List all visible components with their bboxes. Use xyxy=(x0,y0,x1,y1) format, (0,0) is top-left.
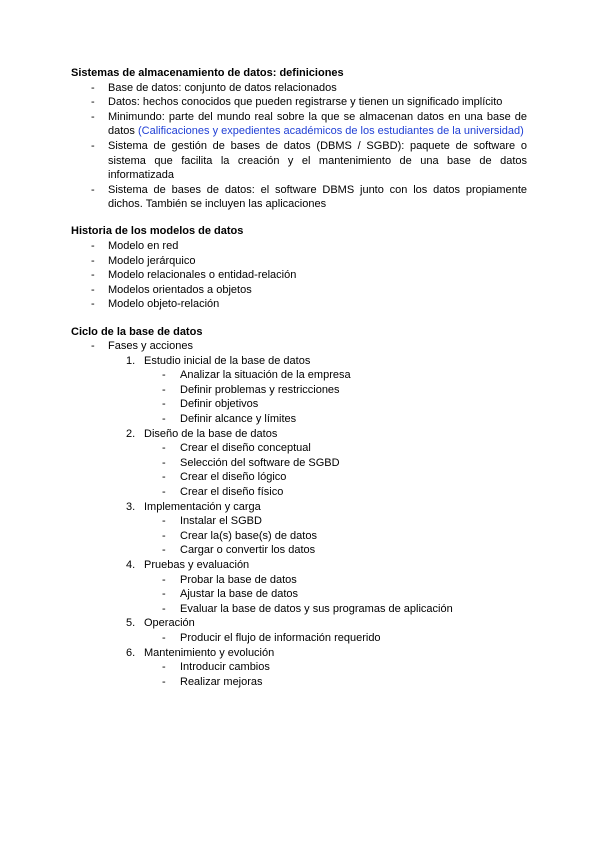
section-historia xyxy=(71,224,527,312)
section-heading: Historia de los modelos de datos xyxy=(71,225,244,238)
bullet-dash: - xyxy=(91,283,95,296)
bullet-dash: - xyxy=(91,139,95,152)
phase-name: Pruebas y evaluación xyxy=(144,559,250,571)
section-ciclo xyxy=(71,325,527,690)
bullet-dash: - xyxy=(162,471,166,484)
bullet-dash: - xyxy=(162,544,166,557)
bullet-dash: - xyxy=(91,240,95,253)
bullet-dash: - xyxy=(91,340,95,353)
action-text: Definir alcance y límites xyxy=(180,413,297,426)
phase-number: 5. xyxy=(126,617,136,630)
action-item xyxy=(71,543,527,558)
phase-item xyxy=(71,354,527,369)
bullet-dash: - xyxy=(162,588,166,601)
phase-number: 2. xyxy=(126,427,136,440)
item-text: Sistema de gestión de bases de datos (DBMS / SGBD): paquete de software o sistema que facilita la creación y el mantenimiento de una base de datos informatizada xyxy=(108,139,527,182)
action-text: Crear la(s) base(s) de datos xyxy=(180,529,317,542)
action-item xyxy=(71,587,527,602)
action-text: Introducir cambios xyxy=(180,661,270,674)
bullet-dash: - xyxy=(162,456,166,469)
list-item xyxy=(71,339,527,354)
list-item xyxy=(71,81,527,96)
action-item xyxy=(71,368,527,383)
phase-number: 4. xyxy=(126,559,136,571)
bullet-dash: - xyxy=(91,81,95,94)
list-item xyxy=(71,139,527,183)
bullet-dash: - xyxy=(162,529,166,542)
action-item xyxy=(71,573,527,588)
bullet-dash: - xyxy=(162,486,166,499)
item-text: Minimundo: parte del mundo real sobre la que se almacenan datos en una base de datos xyxy=(108,110,527,138)
action-text: Crear el diseño conceptual xyxy=(180,442,311,455)
phase-item xyxy=(71,646,527,661)
phase-item xyxy=(71,500,527,515)
phase-name: Diseño de la base de datos xyxy=(144,427,278,440)
list-item xyxy=(71,283,527,298)
phase-name: Mantenimiento y evolución xyxy=(144,646,275,659)
bullet-dash: - xyxy=(162,661,166,674)
action-text: Definir objetivos xyxy=(180,398,259,411)
bullet-dash: - xyxy=(91,96,95,109)
bullet-dash: - xyxy=(162,413,166,426)
bullet-dash: - xyxy=(162,573,166,586)
list-item xyxy=(71,110,527,139)
action-text: Instalar el SGBD xyxy=(180,515,262,528)
phase-item xyxy=(71,427,527,442)
bullet-dash: - xyxy=(162,515,166,528)
section-definiciones xyxy=(71,66,527,212)
action-item xyxy=(71,397,527,412)
list-item xyxy=(71,183,527,212)
bullet-dash: - xyxy=(91,269,95,282)
bullet-dash: - xyxy=(91,298,95,311)
item-text: Sistema de bases de datos: el software DBMS junto con los datos propiamente dichos. También se incluyen las aplicaciones xyxy=(108,183,527,211)
phase-number: 1. xyxy=(126,354,136,367)
action-item xyxy=(71,470,527,485)
list-item xyxy=(71,297,527,312)
bullet-dash: - xyxy=(91,254,95,267)
item-text: Modelos orientados a objetos xyxy=(108,283,252,296)
action-item xyxy=(71,602,527,617)
phase-name: Operación xyxy=(144,617,195,630)
bullet-dash: - xyxy=(162,675,166,688)
bullet-dash: - xyxy=(162,383,166,396)
bullet-dash: - xyxy=(91,183,95,196)
action-text: Crear el diseño lógico xyxy=(180,471,287,484)
list-item xyxy=(71,254,527,269)
action-text: Producir el flujo de información requerido xyxy=(180,631,381,644)
list-item xyxy=(71,239,527,254)
item-text: Modelo relacionales o entidad-relación xyxy=(108,269,297,282)
action-item xyxy=(71,485,527,500)
action-text: Probar la base de datos xyxy=(180,573,297,586)
action-item xyxy=(71,529,527,544)
action-text: Cargar o convertir los datos xyxy=(180,544,316,557)
phase-name: Estudio inicial de la base de datos xyxy=(144,354,311,367)
action-item xyxy=(71,660,527,675)
action-item xyxy=(71,383,527,398)
phase-number: 6. xyxy=(126,646,136,659)
item-text: Modelo objeto-relación xyxy=(108,298,220,311)
action-item xyxy=(71,412,527,427)
section-heading: Ciclo de la base de datos xyxy=(71,325,203,338)
item-text: Base de datos: conjunto de datos relacionados xyxy=(108,81,337,94)
bullet-dash: - xyxy=(162,442,166,455)
list-item xyxy=(71,268,527,283)
phase-item xyxy=(71,558,527,573)
action-text: Definir problemas y restricciones xyxy=(180,383,340,396)
bullet-dash: - xyxy=(162,398,166,411)
action-text: Realizar mejoras xyxy=(180,675,263,688)
action-item xyxy=(71,456,527,471)
section-heading: Sistemas de almacenamiento de datos: definiciones xyxy=(71,67,344,79)
example-text: (Calificaciones y expedientes académicos de los estudiantes de la universidad) xyxy=(137,125,524,138)
phase-name: Implementación y carga xyxy=(144,500,261,513)
action-item xyxy=(71,441,527,456)
document-page xyxy=(71,66,527,702)
action-text: Selección del software de SGBD xyxy=(180,456,340,469)
item-text: Modelo en red xyxy=(108,240,179,253)
item-text: Datos: hechos conocidos que pueden registrarse y tienen un significado implícito xyxy=(108,96,503,109)
bullet-dash: - xyxy=(91,110,95,123)
bullet-dash: - xyxy=(162,369,166,382)
bullet-dash: - xyxy=(162,631,166,644)
action-text: Analizar la situación de la empresa xyxy=(180,369,351,382)
item-text: Fases y acciones xyxy=(108,340,193,353)
phase-number: 3. xyxy=(126,500,136,513)
action-item xyxy=(71,514,527,529)
action-text: Ajustar la base de datos xyxy=(180,588,299,601)
item-text: Modelo jerárquico xyxy=(108,254,196,267)
action-item xyxy=(71,631,527,646)
bullet-dash: - xyxy=(162,602,166,615)
action-text: Crear el diseño físico xyxy=(180,486,284,499)
phase-item xyxy=(71,616,527,631)
action-item xyxy=(71,675,527,690)
list-item xyxy=(71,95,527,110)
action-text: Evaluar la base de datos y sus programas de aplicación xyxy=(180,602,453,615)
